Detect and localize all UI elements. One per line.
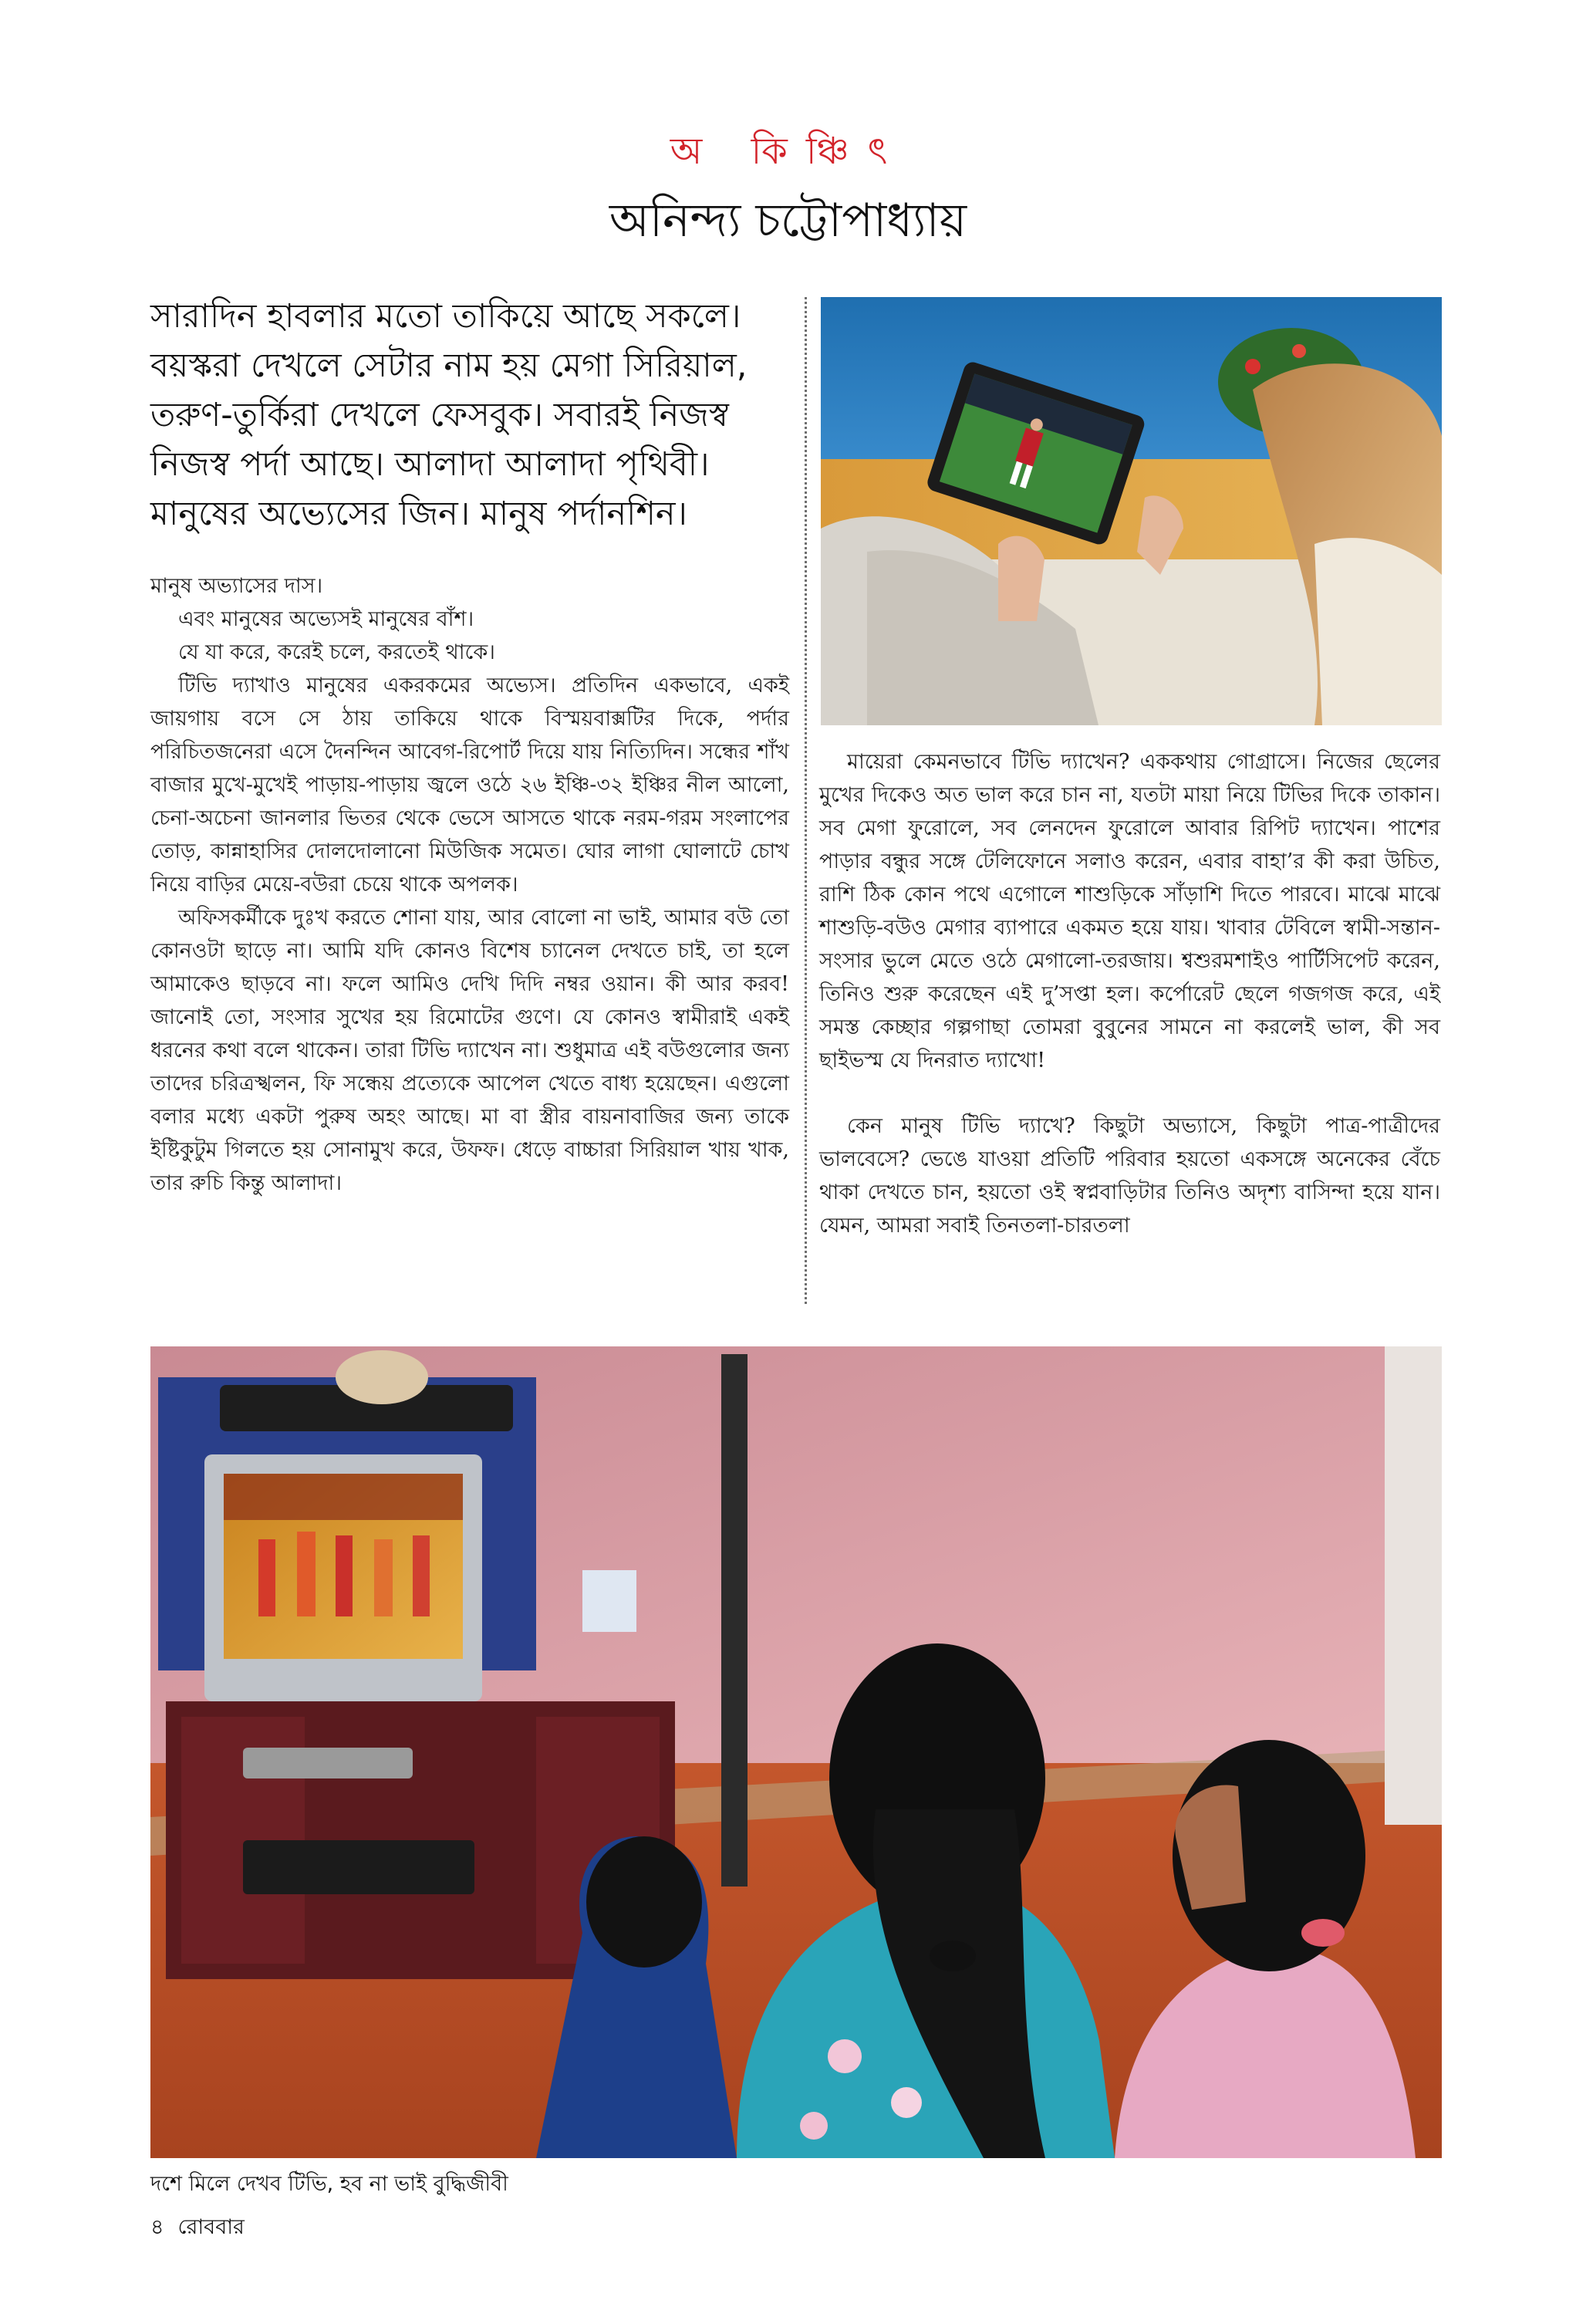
deck-line: বয়স্করা দেখলে সেটার নাম হয় মেগা সিরিয়াল, <box>150 346 748 385</box>
body-column-right <box>819 745 1440 1242</box>
body-paragraph: যে যা করে, করেই চলে, করতেই থাকে। <box>178 640 495 664</box>
section-kicker: অ কিঞ্চিৎ <box>670 130 906 173</box>
photo-family-watching-tv <box>150 1346 1442 2158</box>
body-paragraph: টিভি দ্যাখাও মানুষের একরকমের অভ্যেস। প্রতিদিন একভাবে, একই জায়গায় বসে সে ঠায় তাকিয়ে থাকে বিস্ময়বাক্সটির দিকে, পর্দার পরিচিতজনেরা এসে দৈনন্দিন আবেগ-রিপোর্ট দিয়ে যায় নিত্যিদিন। সন্ধের শাঁখ বাজার মুখে-মুখেই পাড়ায়-পাড়ায় জ্বলে ওঠে ২৬ ইঞ্চি-৩২ ইঞ্চির নীল আলো, চেনা-অচেনা জানলার ভিতর থেকে ভেসে আসতে থাকে নরম-গরম সংলাপের তোড়, কান্নাহাসির দোলদোলানো মিউজিক সমেত। ঘোর লাগা ঘোলাটে চোখ নিয়ে বাড়ির মেয়ে-বউরা চেয়ে থাকে অপলক। <box>150 674 789 897</box>
deck-line: নিজস্ব পর্দা আছে। আলাদা আলাদা পৃথিবী। <box>150 445 710 484</box>
body-paragraph: কেন মানুষ টিভি দ্যাখে? কিছুটা অভ্যাসে, কিছুটা পাত্র-পাত্রীদের ভালবেসে? ভেঙে যাওয়া প্রতিটি পরিবার হয়তো একসঙ্গে অনেকের বেঁচে থাকা দেখতে চান, হয়তো ওই স্বপ্নবাড়িটার তিনিও অদৃশ্য বাসিন্দা হয়ে যান। যেমন, আমরা সবাই তিনতলা-চারতলা <box>819 1114 1440 1238</box>
body-paragraph: এবং মানুষের অভ্যেসই মানুষের বাঁশ। <box>178 607 474 631</box>
deck-line: সারাদিন হাবলার মতো তাকিয়ে আছে সকলে। <box>150 297 741 336</box>
tablet-photo-illustration <box>821 297 1442 725</box>
body-paragraph: মানুষ অভ্যাসের দাস। <box>150 574 323 598</box>
deck-standfirst <box>150 292 806 539</box>
body-paragraph: মায়েরা কেমনভাবে টিভি দ্যাখেন? এককথায় গোগ্রাসে। নিজের ছেলের মুখের দিকেও অত ভাল করে চান না, যতটা মায়া নিয়ে টিভির দিকে তাকান। সব মেগা ফুরোলে, সব লেনদেন ফুরোলে আবার রিপিট দ্যাখেন। পাশের পাড়ার বন্ধুর সঙ্গে টেলিফোনে সলাও করেন, এবার বাহা’র কী করা উচিত, রাশি ঠিক কোন পথে এগোলে শাশুড়িকে সাঁড়াশি দিতে পারবে। মাঝে মাঝে শাশুড়ি-বউও মেগার ব্যাপারে একমত হয়ে যায়। খাবার টেবিলে স্বামী-সন্তান-সংসার ভুলে মেতে ওঠে মেগালো-তরজায়। শ্বশুরমশাইও পার্টিসিপেট করেন, তিনিও শুরু করেছেন এই দু’সপ্তা হল। কর্পোরেট ছেলে গজগজ করে, এই সমস্ত কেচ্ছার গল্পগাছা তোমরা বুবুনের সামনে না করলেই ভাল, কী সব ছাইভস্ম যে দিনরাত দ্যাখো! <box>819 750 1440 1072</box>
magazine-name: রোববার <box>177 2215 245 2239</box>
body-paragraph: অফিসকর্মীকে দুঃখ করতে শোনা যায়, আর বোলো না ভাই, আমার বউ তো কোনওটা ছাড়ে না। আমি যদি কোনও বিশেষ চ্যানেল দেখতে চাই, তা হলে আমাকেও ছাড়বে না। ফলে আমিও দেখি দিদি নম্বর ওয়ান। কী আর করব! জানোই তো, সংসার সুখের হয় রিমোটের গুণে। যে কোনও স্বামীরাই একই ধরনের কথা বলে থাকেন। তারা টিভি দ্যাখেন না। শুধুমাত্র এই বউগুলোর জন্য তাদের চরিত্রস্খলন, ফি সন্ধেয় প্রত্যেকে আপেল খেতে বাধ্য হয়েছেন। এগুলো বলার মধ্যে একটা পুরুষ অহং আছে। মা বা স্ত্রীর বায়নাবাজির জন্য তাকে ইষ্টিকুটুম গিলতে হয় সোনামুখ করে, উফফ। ধেড়ে বাচ্চারা সিরিয়াল খায় খাক, তার রুচি কিন্তু আলাদা। <box>150 906 789 1195</box>
page-number: ৪ <box>150 2215 164 2239</box>
photo-tablet-viewer <box>821 297 1442 725</box>
deck-line: তরুণ-তুর্কিরা দেখলে ফেসবুক। সবারই নিজস্ব <box>150 396 729 434</box>
photo-caption: দশে মিলে দেখব টিভি, হব না ভাই বুদ্ধিজীবী <box>150 2172 508 2196</box>
family-tv-photo-illustration <box>150 1346 1442 2158</box>
author-byline: অনিন্দ্য চট্টোপাধ্যায় <box>609 194 967 248</box>
deck-line: মানুষের অভ্যেসের জিন। মানুষ পর্দানশিন। <box>150 495 687 533</box>
page-folio <box>150 2211 258 2246</box>
column-divider <box>805 297 807 1304</box>
body-column-left <box>150 569 789 1200</box>
